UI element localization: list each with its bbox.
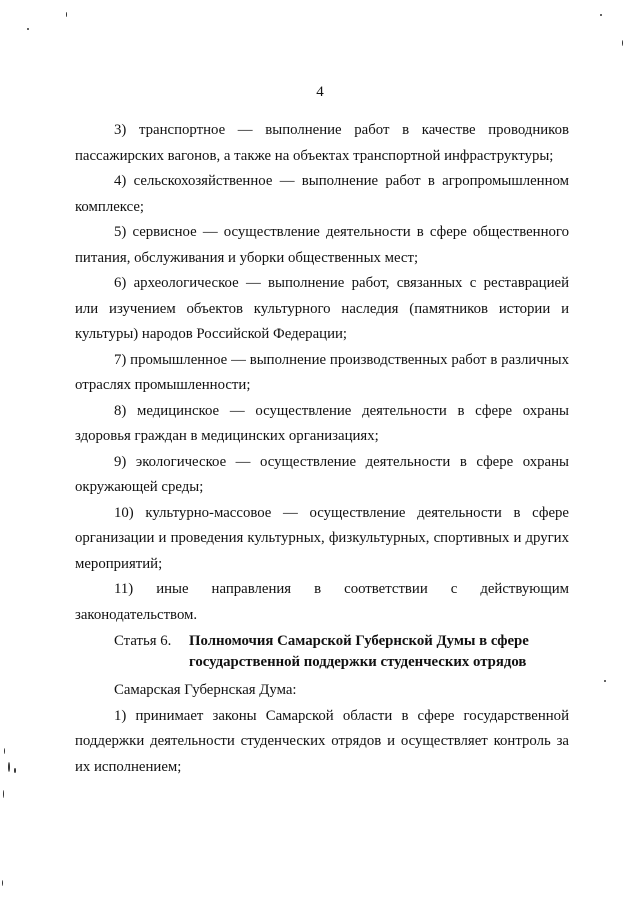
scan-speck — [2, 880, 3, 886]
page-number: 4 — [316, 84, 324, 100]
list-item: 1) принимает законы Самарской области в сфере государственной поддержки деятельности студенческих отрядов и осуществляет контроль за их исполнением; — [75, 707, 569, 775]
scan-speck — [14, 768, 16, 773]
scan-speck — [66, 12, 67, 17]
list-item: 11) иные направления в соответствии с действующим законодательством. — [75, 581, 569, 623]
list-item: 8) медицинское — осуществление деятельности в сфере охраны здоровья граждан в медицинских организациях; — [75, 402, 569, 444]
scan-speck — [3, 790, 4, 798]
scan-speck — [604, 680, 606, 682]
scan-speck — [8, 762, 10, 772]
list-item: 6) археологическое — выполнение работ, связанных с реставрацией или изучением объектов культурного наследия (памятников истории и культуры) народов Российской Федерации; — [75, 275, 569, 342]
list-item: 7) промышленное — выполнение производственных работ в различных отраслях промышленности; — [75, 351, 569, 393]
intro-paragraph: Самарская Губернская Дума: — [114, 682, 297, 698]
list-item: 9) экологическое — осуществление деятельности в сфере охраны окружающей среды; — [75, 453, 569, 495]
scan-speck — [4, 748, 5, 754]
document-body — [75, 118, 569, 780]
list-item: 3) транспортное — выполнение работ в качестве проводников пассажирских вагонов, а также на объектах транспортной инфраструктуры; — [75, 122, 569, 164]
list-item: 4) сельскохозяйственное — выполнение работ в агропромышленном комплексе; — [75, 173, 569, 215]
scan-speck — [600, 14, 602, 16]
article-title: Полномочия Самарской Губернской Думы в сфере государственной поддержки студенческих отрядов — [189, 633, 529, 670]
scan-speck — [27, 28, 29, 30]
scan-speck — [622, 40, 623, 46]
article-heading — [75, 631, 569, 673]
article-label: Статья 6. — [114, 633, 172, 649]
list-item: 10) культурно-массовое — осуществление деятельности в сфере организации и проведения культурных, физкультурных, спортивных и других мероприятий; — [75, 504, 569, 572]
list-item: 5) сервисное — осуществление деятельности в сфере общественного питания, обслуживания и уборки общественных мест; — [75, 224, 569, 266]
